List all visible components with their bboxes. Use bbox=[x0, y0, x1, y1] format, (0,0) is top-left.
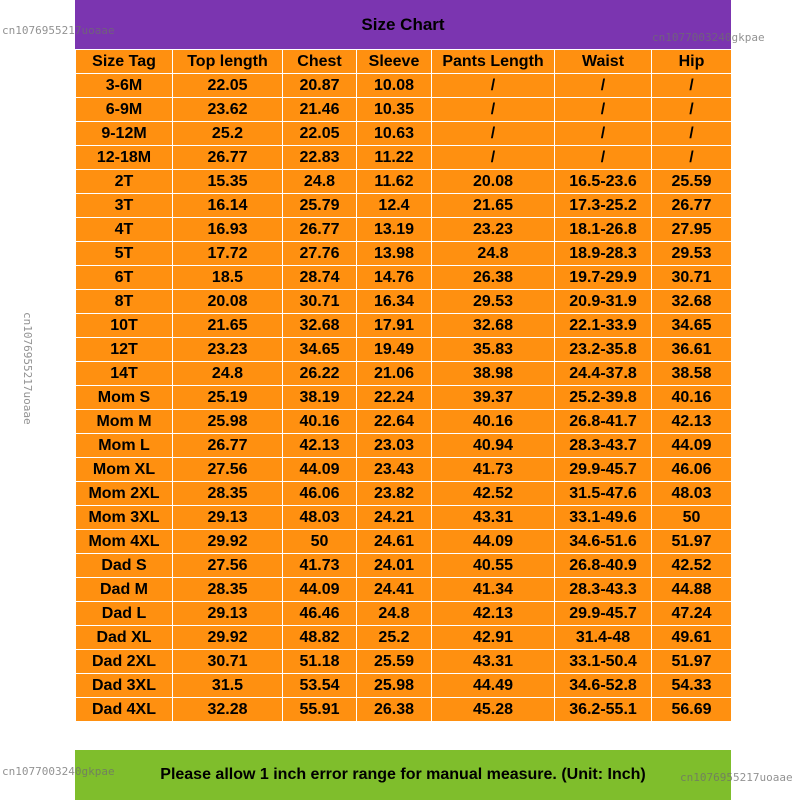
measurement-cell: 17.3-25.2 bbox=[555, 194, 652, 218]
measurement-cell: 32.68 bbox=[652, 290, 732, 314]
measurement-cell: 16.93 bbox=[173, 218, 283, 242]
column-header-chest: Chest bbox=[283, 50, 357, 74]
measurement-cell: 29.92 bbox=[173, 626, 283, 650]
measurement-cell: 39.37 bbox=[432, 386, 555, 410]
table-row bbox=[76, 482, 732, 506]
measurement-cell: 24.8 bbox=[283, 170, 357, 194]
measurement-cell: 31.5-47.6 bbox=[555, 482, 652, 506]
measurement-cell: 23.23 bbox=[432, 218, 555, 242]
table-row bbox=[76, 146, 732, 170]
measurement-cell: 42.52 bbox=[432, 482, 555, 506]
measurement-cell: 44.09 bbox=[652, 434, 732, 458]
size-tag-cell: Mom S bbox=[76, 386, 173, 410]
measurement-cell: 46.06 bbox=[652, 458, 732, 482]
table-row bbox=[76, 290, 732, 314]
measurement-cell: 21.06 bbox=[357, 362, 432, 386]
measurement-cell: 29.53 bbox=[652, 242, 732, 266]
measurement-cell: / bbox=[432, 98, 555, 122]
measurement-cell: 54.33 bbox=[652, 674, 732, 698]
measurement-cell: 40.94 bbox=[432, 434, 555, 458]
measurement-cell: 33.1-49.6 bbox=[555, 506, 652, 530]
measurement-cell: 26.38 bbox=[432, 266, 555, 290]
measurement-cell: 10.08 bbox=[357, 74, 432, 98]
size-tag-cell: 8T bbox=[76, 290, 173, 314]
measurement-cell: 22.05 bbox=[283, 122, 357, 146]
measurement-cell: 42.91 bbox=[432, 626, 555, 650]
measurement-cell: 51.18 bbox=[283, 650, 357, 674]
measurement-cell: / bbox=[555, 146, 652, 170]
measurement-cell: 26.8-41.7 bbox=[555, 410, 652, 434]
measurement-cell: 40.16 bbox=[652, 386, 732, 410]
table-row bbox=[76, 530, 732, 554]
header-row bbox=[76, 50, 732, 74]
measurement-cell: 11.62 bbox=[357, 170, 432, 194]
measurement-cell: 27.56 bbox=[173, 554, 283, 578]
table-row bbox=[76, 698, 732, 722]
measurement-cell: 20.08 bbox=[432, 170, 555, 194]
measurement-cell: 38.19 bbox=[283, 386, 357, 410]
table-row bbox=[76, 554, 732, 578]
watermark-top-left: cn1076955217uoaae bbox=[2, 24, 115, 37]
measurement-cell: 50 bbox=[652, 506, 732, 530]
measurement-cell: 19.7-29.9 bbox=[555, 266, 652, 290]
measurement-cell: 29.13 bbox=[173, 602, 283, 626]
measurement-cell: 28.74 bbox=[283, 266, 357, 290]
size-tag-cell: 2T bbox=[76, 170, 173, 194]
measurement-cell: 42.13 bbox=[283, 434, 357, 458]
measurement-cell: 44.09 bbox=[283, 578, 357, 602]
measurement-cell: 48.82 bbox=[283, 626, 357, 650]
table-row bbox=[76, 626, 732, 650]
measurement-cell: 34.6-52.8 bbox=[555, 674, 652, 698]
measurement-cell: 23.43 bbox=[357, 458, 432, 482]
measurement-cell: 48.03 bbox=[652, 482, 732, 506]
measurement-cell: 46.46 bbox=[283, 602, 357, 626]
measurement-cell: 26.77 bbox=[652, 194, 732, 218]
measurement-cell: 25.98 bbox=[357, 674, 432, 698]
measurement-cell: 10.35 bbox=[357, 98, 432, 122]
size-tag-cell: 12T bbox=[76, 338, 173, 362]
measurement-cell: 24.8 bbox=[173, 362, 283, 386]
measurement-cell: 22.05 bbox=[173, 74, 283, 98]
size-tag-cell: Dad 3XL bbox=[76, 674, 173, 698]
measurement-cell: 19.49 bbox=[357, 338, 432, 362]
measurement-cell: 33.1-50.4 bbox=[555, 650, 652, 674]
measurement-cell: / bbox=[432, 74, 555, 98]
table-row bbox=[76, 194, 732, 218]
measurement-cell: 28.3-43.7 bbox=[555, 434, 652, 458]
measurement-cell: 16.5-23.6 bbox=[555, 170, 652, 194]
size-tag-cell: Dad M bbox=[76, 578, 173, 602]
measurement-cell: 44.09 bbox=[283, 458, 357, 482]
measurement-cell: / bbox=[555, 98, 652, 122]
measurement-cell: 42.13 bbox=[652, 410, 732, 434]
measurement-cell: 25.2 bbox=[357, 626, 432, 650]
table-row bbox=[76, 386, 732, 410]
chart-title: Size Chart bbox=[75, 0, 731, 49]
measurement-cell: 25.2 bbox=[173, 122, 283, 146]
table-row bbox=[76, 218, 732, 242]
measurement-cell: 47.24 bbox=[652, 602, 732, 626]
measurement-cell: 18.9-28.3 bbox=[555, 242, 652, 266]
measurement-cell: 40.16 bbox=[432, 410, 555, 434]
measurement-cell: 38.98 bbox=[432, 362, 555, 386]
size-tag-cell: 12-18M bbox=[76, 146, 173, 170]
measurement-cell: 26.38 bbox=[357, 698, 432, 722]
size-tag-cell: Mom XL bbox=[76, 458, 173, 482]
measurement-cell: 14.76 bbox=[357, 266, 432, 290]
measurement-cell: 43.31 bbox=[432, 506, 555, 530]
watermark-side: cn1076955217uoaae bbox=[21, 312, 34, 425]
table-body bbox=[76, 74, 732, 722]
measurement-cell: 43.31 bbox=[432, 650, 555, 674]
table-row bbox=[76, 506, 732, 530]
size-tag-cell: 14T bbox=[76, 362, 173, 386]
measurement-cell: 26.77 bbox=[283, 218, 357, 242]
measurement-cell: 34.65 bbox=[652, 314, 732, 338]
measurement-cell: / bbox=[432, 146, 555, 170]
measurement-cell: 23.03 bbox=[357, 434, 432, 458]
measurement-cell: 21.65 bbox=[432, 194, 555, 218]
measurement-cell: 50 bbox=[283, 530, 357, 554]
size-chart bbox=[75, 0, 731, 800]
measurement-cell: 27.95 bbox=[652, 218, 732, 242]
table-row bbox=[76, 674, 732, 698]
measurement-cell: 45.28 bbox=[432, 698, 555, 722]
size-tag-cell: 9-12M bbox=[76, 122, 173, 146]
measurement-cell: 51.97 bbox=[652, 530, 732, 554]
measurement-cell: 29.92 bbox=[173, 530, 283, 554]
size-tag-cell: Mom 4XL bbox=[76, 530, 173, 554]
column-header-pants-length: Pants Length bbox=[432, 50, 555, 74]
measurement-cell: 10.63 bbox=[357, 122, 432, 146]
measurement-cell: 23.82 bbox=[357, 482, 432, 506]
measurement-cell: 11.22 bbox=[357, 146, 432, 170]
measurement-cell: 17.91 bbox=[357, 314, 432, 338]
measurement-cell: / bbox=[555, 122, 652, 146]
measurement-cell: 29.13 bbox=[173, 506, 283, 530]
measurement-cell: 17.72 bbox=[173, 242, 283, 266]
table-row bbox=[76, 242, 732, 266]
measurement-cell: / bbox=[652, 98, 732, 122]
size-tag-cell: 6T bbox=[76, 266, 173, 290]
column-header-hip: Hip bbox=[652, 50, 732, 74]
measurement-cell: / bbox=[432, 122, 555, 146]
measurement-cell: 29.9-45.7 bbox=[555, 602, 652, 626]
column-header-size-tag: Size Tag bbox=[76, 50, 173, 74]
measurement-cell: 44.09 bbox=[432, 530, 555, 554]
measurement-cell: 25.98 bbox=[173, 410, 283, 434]
measurement-cell: 22.24 bbox=[357, 386, 432, 410]
measurement-cell: 32.28 bbox=[173, 698, 283, 722]
table-row bbox=[76, 578, 732, 602]
measurement-cell: 23.62 bbox=[173, 98, 283, 122]
table-row bbox=[76, 458, 732, 482]
measurement-cell: 20.08 bbox=[173, 290, 283, 314]
measurement-cell: 22.83 bbox=[283, 146, 357, 170]
size-tag-cell: Mom M bbox=[76, 410, 173, 434]
measurement-cell: 29.53 bbox=[432, 290, 555, 314]
measurement-cell: 24.01 bbox=[357, 554, 432, 578]
measurement-cell: 42.13 bbox=[432, 602, 555, 626]
measurement-cell: 15.35 bbox=[173, 170, 283, 194]
measurement-cell: 23.23 bbox=[173, 338, 283, 362]
measurement-cell: 25.59 bbox=[652, 170, 732, 194]
measurement-cell: 30.71 bbox=[283, 290, 357, 314]
measurement-cell: 42.52 bbox=[652, 554, 732, 578]
measurement-cell: 20.87 bbox=[283, 74, 357, 98]
measurement-cell: 12.4 bbox=[357, 194, 432, 218]
measurement-cell: 30.71 bbox=[652, 266, 732, 290]
measurement-cell: 51.97 bbox=[652, 650, 732, 674]
measurement-cell: 41.34 bbox=[432, 578, 555, 602]
measurement-cell: 24.41 bbox=[357, 578, 432, 602]
column-header-sleeve: Sleeve bbox=[357, 50, 432, 74]
size-tag-cell: Mom L bbox=[76, 434, 173, 458]
measurement-cell: 36.61 bbox=[652, 338, 732, 362]
table-row bbox=[76, 170, 732, 194]
measurement-cell: 44.49 bbox=[432, 674, 555, 698]
measurement-cell: 21.65 bbox=[173, 314, 283, 338]
measurement-cell: 13.98 bbox=[357, 242, 432, 266]
measurement-cell: 40.55 bbox=[432, 554, 555, 578]
measurement-cell: 22.1-33.9 bbox=[555, 314, 652, 338]
measurement-cell: / bbox=[652, 122, 732, 146]
table-row bbox=[76, 362, 732, 386]
table-row bbox=[76, 266, 732, 290]
measurement-cell: 25.2-39.8 bbox=[555, 386, 652, 410]
measurement-cell: 20.9-31.9 bbox=[555, 290, 652, 314]
table-row bbox=[76, 434, 732, 458]
size-tag-cell: Mom 2XL bbox=[76, 482, 173, 506]
measurement-cell: 48.03 bbox=[283, 506, 357, 530]
measurement-cell: 28.35 bbox=[173, 578, 283, 602]
measurement-cell: 27.76 bbox=[283, 242, 357, 266]
measurement-cell: 41.73 bbox=[432, 458, 555, 482]
size-tag-cell: Mom 3XL bbox=[76, 506, 173, 530]
measurement-cell: 24.4-37.8 bbox=[555, 362, 652, 386]
measurement-cell: 26.77 bbox=[173, 434, 283, 458]
measurement-cell: 27.56 bbox=[173, 458, 283, 482]
size-tag-cell: 5T bbox=[76, 242, 173, 266]
column-header-waist: Waist bbox=[555, 50, 652, 74]
measurement-cell: 35.83 bbox=[432, 338, 555, 362]
measurement-cell: 26.22 bbox=[283, 362, 357, 386]
table-row bbox=[76, 74, 732, 98]
measurement-cell: 30.71 bbox=[173, 650, 283, 674]
size-tag-cell: 3T bbox=[76, 194, 173, 218]
table-row bbox=[76, 602, 732, 626]
measurement-cell: 16.14 bbox=[173, 194, 283, 218]
measurement-cell: 55.91 bbox=[283, 698, 357, 722]
size-tag-cell: Dad L bbox=[76, 602, 173, 626]
measurement-cell: 25.59 bbox=[357, 650, 432, 674]
measurement-cell: 32.68 bbox=[283, 314, 357, 338]
table-row bbox=[76, 122, 732, 146]
size-tag-cell: 3-6M bbox=[76, 74, 173, 98]
measurement-cell: 18.1-26.8 bbox=[555, 218, 652, 242]
size-tag-cell: Dad XL bbox=[76, 626, 173, 650]
table-row bbox=[76, 314, 732, 338]
table-row bbox=[76, 650, 732, 674]
measurement-cell: 32.68 bbox=[432, 314, 555, 338]
watermark-top-right: cn1077003240gkpae bbox=[652, 31, 765, 44]
measurement-cell: 49.61 bbox=[652, 626, 732, 650]
measurement-cell: 18.5 bbox=[173, 266, 283, 290]
watermark-bottom-right: cn1076955217uoaae bbox=[680, 771, 793, 784]
measurement-cell: 24.21 bbox=[357, 506, 432, 530]
measurement-cell: 46.06 bbox=[283, 482, 357, 506]
measurement-cell: 26.77 bbox=[173, 146, 283, 170]
measurement-cell: 24.61 bbox=[357, 530, 432, 554]
measurement-cell: 28.3-43.3 bbox=[555, 578, 652, 602]
footer-note: Please allow 1 inch error range for manual measure. (Unit: Inch) bbox=[75, 750, 731, 800]
measurement-cell: / bbox=[652, 74, 732, 98]
measurement-cell: 40.16 bbox=[283, 410, 357, 434]
table-row bbox=[76, 410, 732, 434]
measurement-cell: / bbox=[652, 146, 732, 170]
measurement-cell: 24.8 bbox=[432, 242, 555, 266]
measurement-cell: / bbox=[555, 74, 652, 98]
measurement-cell: 34.65 bbox=[283, 338, 357, 362]
size-table bbox=[75, 49, 732, 722]
measurement-cell: 44.88 bbox=[652, 578, 732, 602]
measurement-cell: 28.35 bbox=[173, 482, 283, 506]
measurement-cell: 23.2-35.8 bbox=[555, 338, 652, 362]
measurement-cell: 41.73 bbox=[283, 554, 357, 578]
measurement-cell: 26.8-40.9 bbox=[555, 554, 652, 578]
measurement-cell: 38.58 bbox=[652, 362, 732, 386]
table-row bbox=[76, 338, 732, 362]
measurement-cell: 22.64 bbox=[357, 410, 432, 434]
measurement-cell: 31.5 bbox=[173, 674, 283, 698]
size-tag-cell: 6-9M bbox=[76, 98, 173, 122]
measurement-cell: 56.69 bbox=[652, 698, 732, 722]
size-tag-cell: Dad 2XL bbox=[76, 650, 173, 674]
size-tag-cell: Dad 4XL bbox=[76, 698, 173, 722]
measurement-cell: 25.19 bbox=[173, 386, 283, 410]
measurement-cell: 31.4-48 bbox=[555, 626, 652, 650]
measurement-cell: 16.34 bbox=[357, 290, 432, 314]
watermark-bottom-left: cn1077003240gkpae bbox=[2, 765, 115, 778]
size-tag-cell: 10T bbox=[76, 314, 173, 338]
table-row bbox=[76, 98, 732, 122]
size-tag-cell: Dad S bbox=[76, 554, 173, 578]
measurement-cell: 25.79 bbox=[283, 194, 357, 218]
measurement-cell: 34.6-51.6 bbox=[555, 530, 652, 554]
column-header-top-length: Top length bbox=[173, 50, 283, 74]
measurement-cell: 36.2-55.1 bbox=[555, 698, 652, 722]
measurement-cell: 13.19 bbox=[357, 218, 432, 242]
size-tag-cell: 4T bbox=[76, 218, 173, 242]
measurement-cell: 24.8 bbox=[357, 602, 432, 626]
measurement-cell: 21.46 bbox=[283, 98, 357, 122]
measurement-cell: 29.9-45.7 bbox=[555, 458, 652, 482]
measurement-cell: 53.54 bbox=[283, 674, 357, 698]
